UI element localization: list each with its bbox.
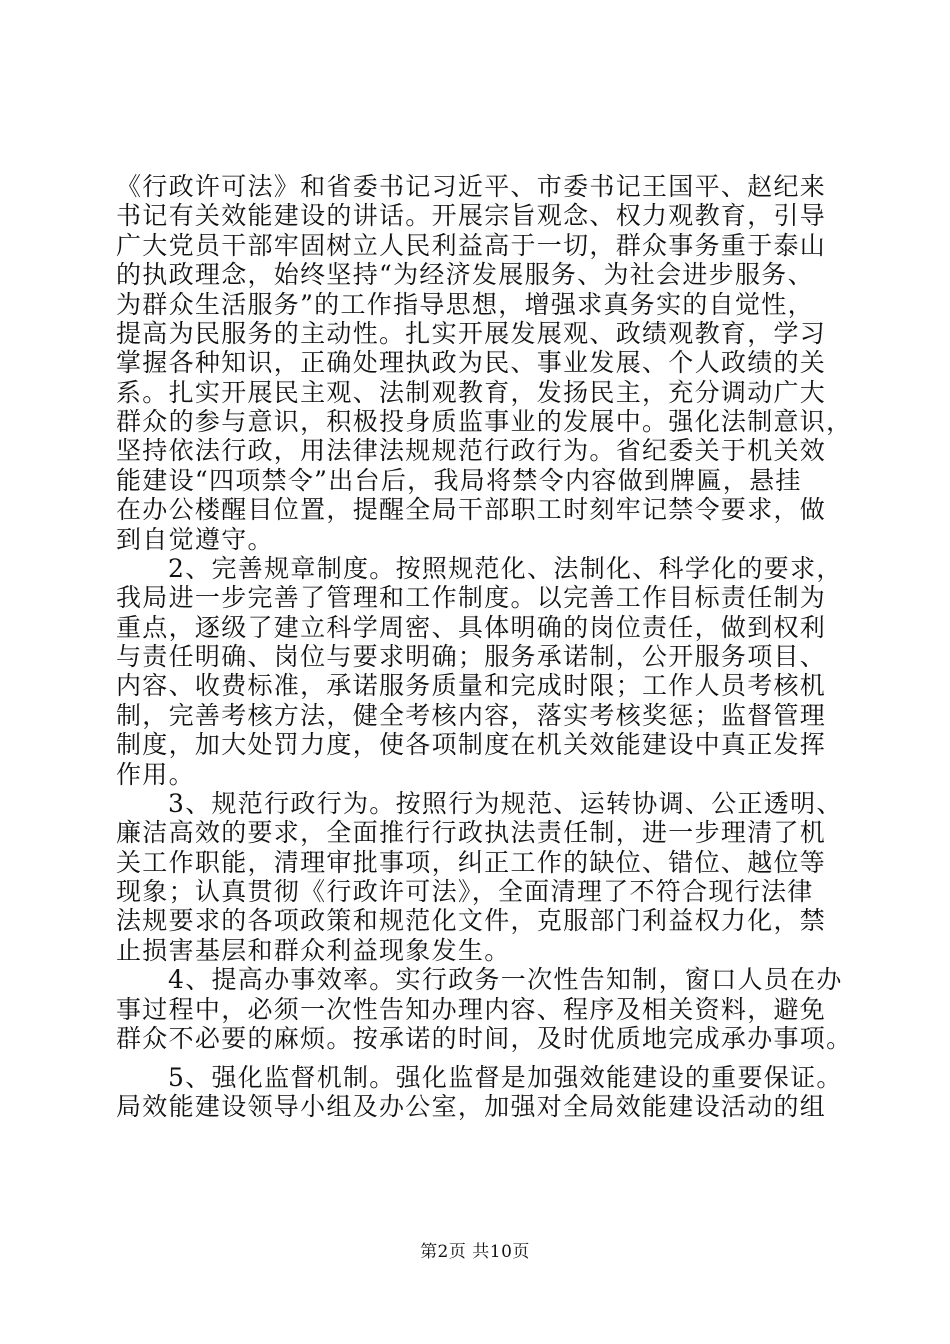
paragraph-4-heading-line: 4、提高办事效率。实行政务一次性告知制，窗口人员在办	[168, 965, 843, 994]
text-line: 与责任明确、岗位与要求明确；服务承诺制，公开服务项目、	[116, 642, 827, 671]
text-line: 制，完善考核方法，健全考核内容，落实考核奖惩；监督管理	[116, 701, 827, 730]
text-line: 到自觉遵守。	[116, 525, 274, 554]
text-line: 提高为民服务的主动性。扎实开展发展观、政绩观教育，学习	[116, 319, 827, 348]
text-line: 为群众生活服务”的工作指导思想，增强求真务实的自觉性，	[116, 290, 814, 319]
text-line: 掌握各种知识，正确处理执政为民、事业发展、个人政绩的关	[116, 348, 827, 377]
text-line: 事过程中，必须一次性告知办理内容、程序及相关资料，避免	[116, 995, 827, 1024]
text-line: 群众的参与意识，积极投身质监事业的发展中。强化法制意识，	[116, 407, 853, 436]
text-line: 制度，加大处罚力度，使各项制度在机关效能建设中真正发挥	[116, 730, 827, 759]
paragraph-2-heading-line: 2、完善规章制度。按照规范化、法制化、科学化的要求，	[168, 554, 843, 583]
text-line: 在办公楼醒目位置，提醒全局干部职工时刻牢记禁令要求，做	[116, 495, 827, 524]
paragraph-3-heading-line: 3、规范行政行为。按照行为规范、运转协调、公正透明、	[168, 789, 843, 818]
text-line: 局效能建设领导小组及办公室，加强对全局效能建设活动的组	[116, 1092, 827, 1121]
text-line: 重点，逐级了建立科学周密、具体明确的岗位责任，做到权利	[116, 613, 827, 642]
text-line: 廉洁高效的要求，全面推行行政执法责任制，进一步理清了机	[116, 818, 827, 847]
text-line: 止损害基层和群众利益现象发生。	[116, 936, 511, 965]
text-line: 广大党员干部牢固树立人民利益高于一切，群众事务重于泰山	[116, 231, 827, 260]
page-footer: 第2页 共10页	[420, 1242, 530, 1262]
text-line: 作用。	[116, 760, 195, 789]
text-line: 群众不必要的麻烦。按承诺的时间，及时优质地完成承办事项。	[116, 1024, 853, 1053]
text-line: 的执政理念，始终坚持“为经济发展服务、为社会进步服务、	[116, 260, 814, 289]
paragraph-5-heading-line: 5、强化监督机制。强化监督是加强效能建设的重要保证。	[168, 1063, 843, 1092]
text-line: 《行政许可法》和省委书记习近平、市委书记王国平、赵纪来	[116, 172, 827, 201]
text-line: 书记有关效能建设的讲话。开展宗旨观念、权力观教育，引导	[116, 201, 827, 230]
text-line: 现象；认真贯彻《行政许可法》，全面清理了不符合现行法律	[116, 877, 814, 906]
text-line: 法规要求的各项政策和规范化文件，克服部门利益权力化，禁	[116, 906, 827, 935]
text-line: 关工作职能，清理审批事项，纠正工作的缺位、错位、越位等	[116, 848, 827, 877]
text-line: 内容、收费标准，承诺服务质量和完成时限；工作人员考核机	[116, 671, 827, 700]
text-line: 我局进一步完善了管理和工作制度。以完善工作目标责任制为	[116, 583, 827, 612]
text-line: 坚持依法行政，用法律法规规范行政行为。省纪委关于机关效	[116, 436, 827, 465]
text-line: 能建设“四项禁令”出台后，我局将禁令内容做到牌匾，悬挂	[116, 466, 802, 495]
text-line: 系。扎实开展民主观、法制观教育，发扬民主，充分调动广大	[116, 378, 827, 407]
